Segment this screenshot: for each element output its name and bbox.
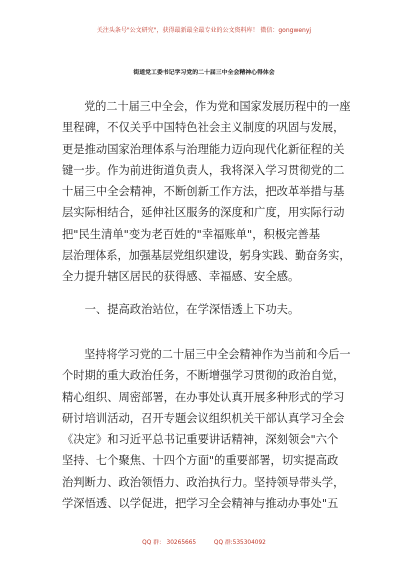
- paragraph-line: 党的二十届三中全会，作为党和国家发展历程中的一座: [62, 100, 351, 113]
- paragraph-line: 精心组织、周密部署，在办事处认真开展多种形式的学习: [62, 390, 345, 404]
- paragraph-line: 个时期的重大政治任务，不断增强学习贯彻的政治自觉，: [62, 369, 345, 383]
- paragraph-line: 更是推动国家治理体系与治理能力迈向现代化新征程的关: [62, 142, 345, 156]
- paragraph-line: 坚持、七个聚焦、十四个方面"的重要部署，切实提高政: [62, 454, 339, 468]
- promo-banner: 关注头条号"公文研究"，获得最新最全最专业的公文资料库！ 微信：gongwenyj: [96, 27, 312, 34]
- paragraph-line: 坚持将学习党的二十届三中全会精神作为当前和今后一: [62, 348, 351, 361]
- section-heading: [62, 299, 352, 320]
- paragraph-line: 键一步。作为前进街道负责人，我将深入学习贯彻党的二: [62, 163, 345, 177]
- paragraph-line: 研讨培训活动，召开专题会议组织机关干部认真学习全会: [62, 411, 345, 425]
- footer-qq-group-2: QQ 群:535304092: [213, 540, 266, 546]
- paragraph-line: 把"民生清单"变为老百姓的"幸福账单"，积极完善基: [62, 227, 321, 241]
- paragraph-line: 《决定》和习近平总书记重要讲话精神，深刻领会"六个: [62, 433, 339, 447]
- paragraph-line: 学深悟透、以学促进，把学习全会精神与推动办事处"五: [62, 497, 339, 511]
- paragraph-2: [62, 344, 352, 514]
- document-title: 街道党工委书记学习党的二十届三中全会精神心得体会: [133, 70, 275, 76]
- paragraph-line: 治判断力、政治领悟力、政治执行力。坚持领导带头学，: [62, 475, 345, 489]
- paragraph-line: 里程碑，不仅关乎中国特色社会主义制度的巩固与发展，: [62, 121, 345, 135]
- paragraph-line: 十届三中全会精神，不断创新工作方法，把改革举措与基: [62, 185, 345, 199]
- paragraph-1: [62, 96, 352, 288]
- paragraph-line: 全力提升辖区居民的获得感、幸福感、安全感。: [62, 270, 300, 284]
- paragraph-line: 层实际相结合，延伸社区服务的深度和广度，用实际行动: [62, 206, 345, 220]
- footer: [0, 537, 408, 546]
- section-heading-text: 一、提高政治站位，在学深悟透上下功夫。: [62, 303, 300, 316]
- footer-qq-group-1: QQ 群： 30265665: [142, 540, 197, 546]
- paragraph-line: 层治理体系，加强基层党组织建设，躬身实践、勤奋务实，: [62, 249, 351, 263]
